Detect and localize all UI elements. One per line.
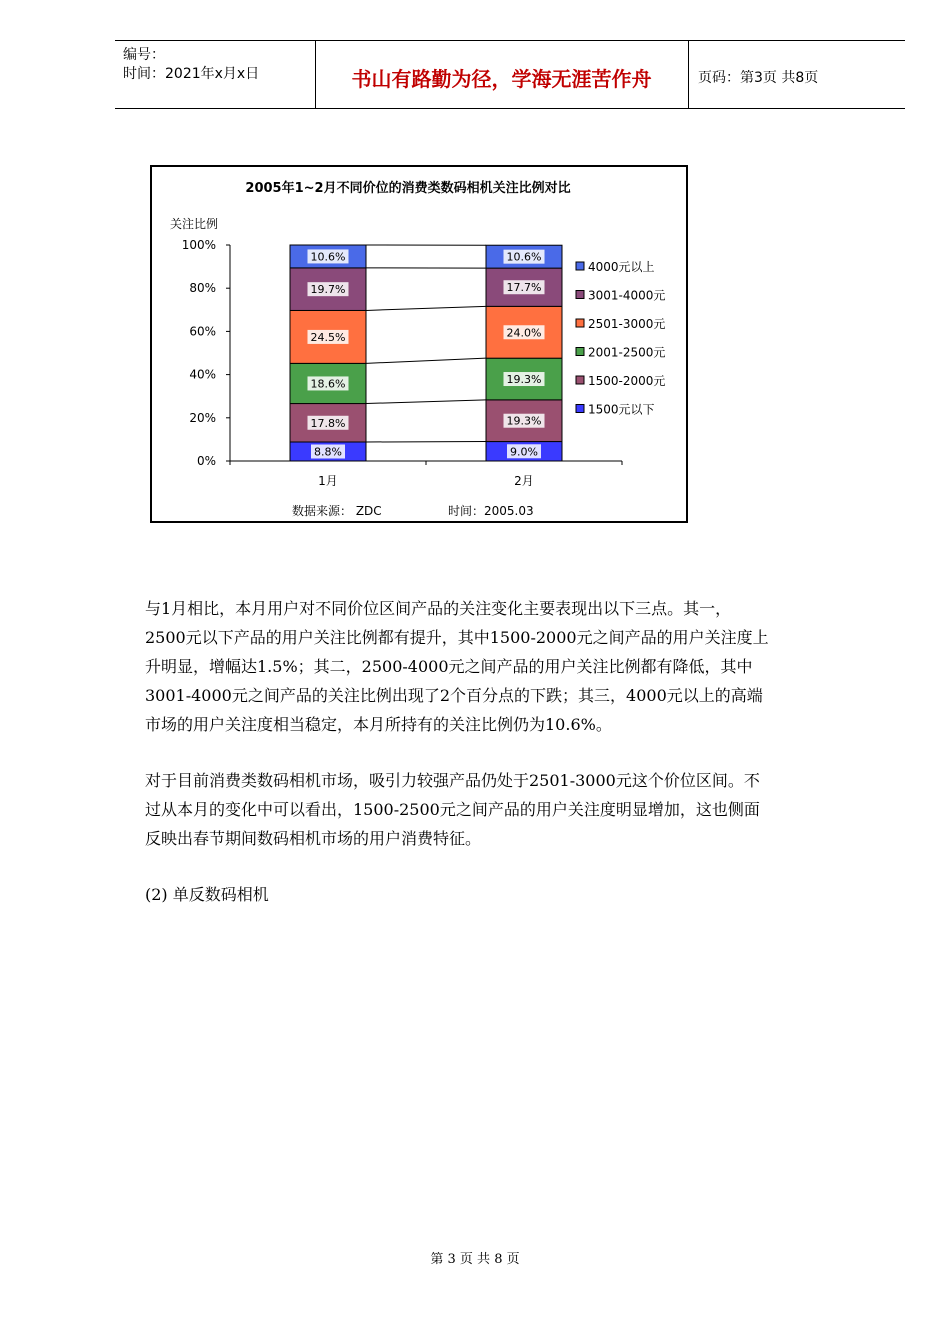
legend-swatch: [576, 376, 584, 384]
chart-time-note: 时间：2005.03: [448, 504, 534, 518]
chart-title: 2005年1~2月不同价位的消费类数码相机关注比例对比: [245, 181, 571, 196]
header-motto: 书山有路勤为径，学海无涯苦作舟: [351, 67, 652, 91]
header-motto-cell: [315, 41, 689, 108]
y-tick-label: 100%: [181, 238, 216, 252]
legend-label: 1500-2000元: [588, 374, 666, 388]
y-tick-label: 60%: [189, 324, 216, 339]
data-label: 19.7%: [310, 283, 346, 297]
y-tick-label: 0%: [196, 454, 216, 468]
chart-frame: [150, 165, 688, 523]
data-label: 19.3%: [506, 373, 542, 387]
section-heading: (2) 单反数码相机: [145, 885, 269, 904]
series-connector-line: [366, 400, 486, 404]
x-tick-label: 2月: [514, 474, 534, 488]
page-header: [115, 40, 905, 109]
paragraph-analysis: 与1月相比，本月用户对不同价位区间产品的关注变化主要表现出以下三点。其一， 2500元以下产品的用户关注比例都有提升，其中1500-2000元之间产品的用户关注度上 升明显，增幅达1.5%；其二，2500-4000元之间产品的用户关注比例都有降低，其中 3001-4000元之间产品的关注比例出现了2个百分点的下跌；其三，4000元以上的高端 市场的用户关注度相当稳定，本月所持有的关注比例仍为10.6%。: [145, 599, 769, 734]
data-label: 24.5%: [310, 330, 346, 344]
y-tick-label: 80%: [189, 281, 216, 296]
legend-swatch: [576, 262, 584, 270]
legend-swatch: [576, 405, 584, 413]
x-tick-label: 1月: [318, 474, 338, 488]
legend-label: 2501-3000元: [588, 317, 666, 331]
time-label: 时间：2021年x月x日: [123, 66, 260, 82]
stacked-bar-chart: [152, 167, 686, 521]
footer-page-number: 第 3 页 共 8 页: [430, 1252, 520, 1267]
data-label: 19.3%: [506, 414, 542, 428]
data-label: 18.6%: [310, 377, 346, 391]
legend-label: 2001-2500元: [588, 345, 666, 360]
header-page-cell: [689, 41, 905, 108]
chart-source-note: 数据来源： ZDC: [292, 504, 382, 518]
data-label: 9.0%: [510, 445, 538, 459]
legend-label: 1500元以下: [588, 402, 655, 417]
legend-swatch: [576, 291, 584, 299]
data-label: 10.6%: [506, 250, 542, 264]
y-tick-label: 20%: [189, 410, 216, 425]
page-code: 页码：第3页 共8页: [698, 70, 819, 86]
data-label: 24.0%: [506, 326, 542, 340]
legend-label: 3001-4000元: [588, 288, 666, 303]
data-label: 17.8%: [310, 416, 346, 430]
series-connector-line: [366, 306, 486, 310]
y-tick-label: 40%: [189, 367, 216, 382]
legend-swatch: [576, 319, 584, 327]
y-axis-label: 关注比例: [170, 217, 219, 231]
header-meta-cell: [115, 41, 316, 108]
legend-label: 4000元以上: [588, 260, 655, 274]
legend-swatch: [576, 348, 584, 356]
data-label: 10.6%: [310, 250, 346, 264]
data-label: 17.7%: [506, 281, 542, 295]
data-label: 8.8%: [314, 445, 342, 459]
number-label: 编号：: [123, 47, 165, 63]
series-connector-line: [366, 358, 486, 363]
paragraph-conclusion: 对于目前消费类数码相机市场，吸引力较强产品仍处于2501-3000元这个价位区间。不 过从本月的变化中可以看出，1500-2500元之间产品的用户关注度明显增加，这也侧面 反映出春节期间数码相机市场的用户消费特征。: [145, 771, 760, 848]
